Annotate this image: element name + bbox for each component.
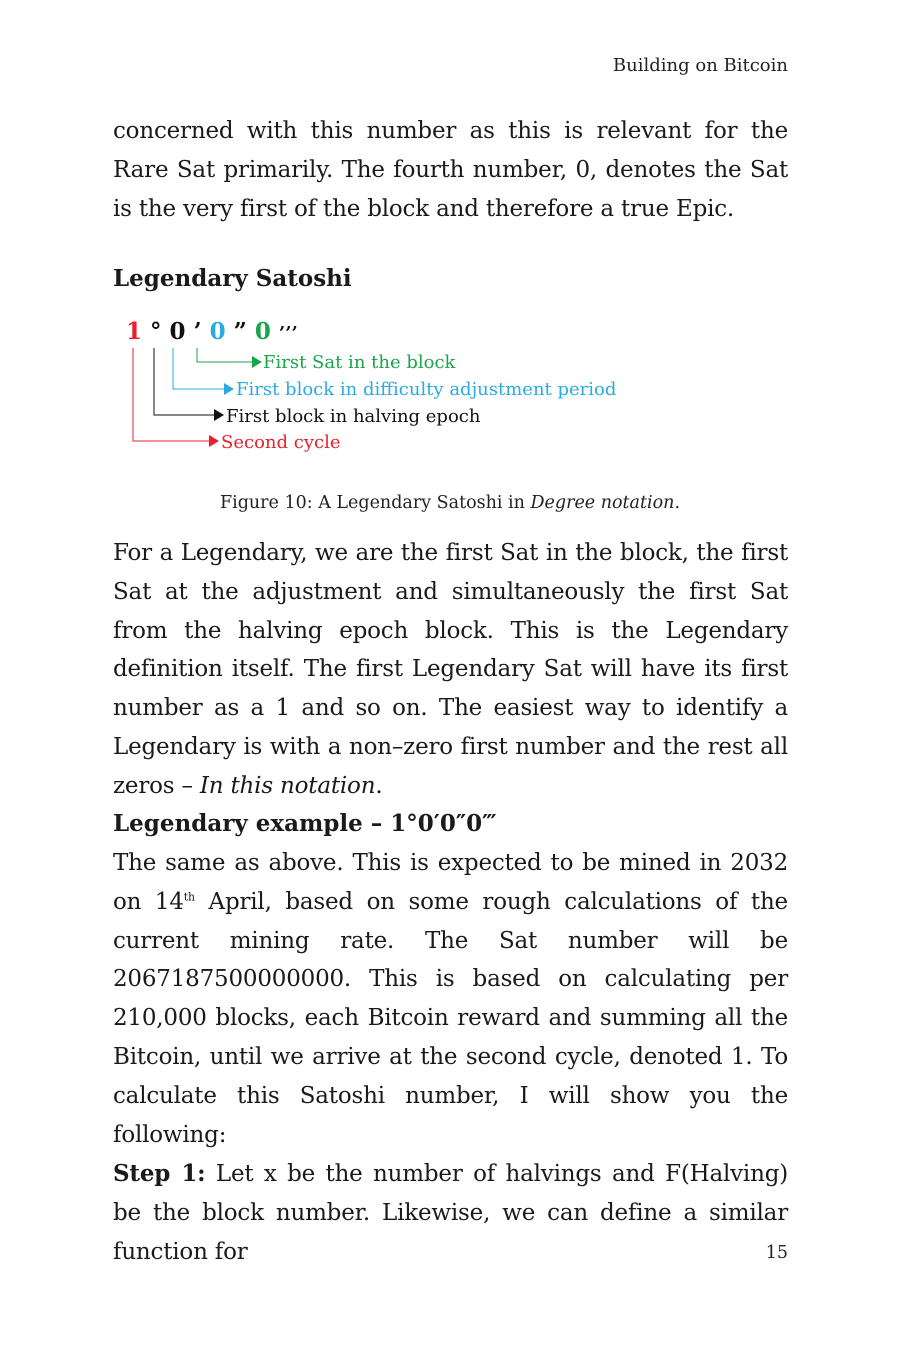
paragraph-4-block <box>113 1155 788 1271</box>
page-number: 15 <box>765 1243 788 1263</box>
notation-sat-digit: 0 <box>254 318 271 345</box>
caption-italic: Degree notation <box>530 493 675 513</box>
notation-cycle-digit: 1 <box>126 318 143 345</box>
connector-sat <box>197 348 262 368</box>
label-first-sat: First Sat in the block <box>263 352 456 373</box>
notation-third-symbol: ’’’ <box>278 323 298 344</box>
label-second-cycle: Second cycle <box>221 432 341 453</box>
notation-degree-symbol: ° <box>150 318 162 345</box>
caption-main: Figure 10: A Legendary Satoshi in <box>219 493 531 513</box>
label-first-block-halving: First block in halving epoch <box>226 406 481 427</box>
paragraph-2-text: For a Legendary, we are the first Sat in the block, the first Sat at the adjustment and simultaneously the first Sat from the halving epoch block. This is the Legendary definition itself. The first Legendary Sat will have its first number as a 1 and so on. The easiest way to identify a Legendary is with a non–zero first number and the rest all zeros – <box>113 540 788 799</box>
notation-adjustment-digit: 0 <box>209 318 226 345</box>
heading-legendary-example-block <box>113 805 788 843</box>
caption-end: . <box>674 493 681 513</box>
connector-cycle <box>133 348 219 447</box>
heading-legendary-example: Legendary example – 1°0′0″0‴ <box>113 810 497 837</box>
paragraph-3 <box>113 844 788 1154</box>
notation-minute-symbol: ’ <box>193 318 202 345</box>
paragraph-3-superscript: th <box>183 890 195 904</box>
legendary-notation-figure <box>0 0 900 470</box>
paragraph-4 <box>113 1155 788 1271</box>
degree-notation <box>126 318 298 345</box>
paragraph-3-text-b: April, based on some rough calculations of the current mining rate. The Sat number will be 2067187500000000. This is based on calculating per 210,000 blocks, each Bitcoin reward and summing all the Bitcoin, until we arrive at the second cycle, denoted 1. To calculate this Satoshi number, I will show you the following: <box>113 888 788 1148</box>
notation-second-symbol: ” <box>233 318 247 345</box>
paragraph-4-text: Let x be the number of halvings and F(Halving) be the block number. Likewise, we can define a similar function for <box>113 1161 788 1265</box>
figure-caption <box>0 493 900 513</box>
heading-legendary-satoshi: Legendary Satoshi <box>113 265 352 292</box>
paragraph-1: concerned with this number as this is relevant for the Rare Sat primarily. The fourth number, 0, denotes the Sat is the very first of the block and therefore a true Epic. <box>113 118 788 222</box>
paragraph-2-italic: In this notation <box>199 772 376 799</box>
paragraph-2-block <box>113 534 788 806</box>
connector-adjustment <box>173 348 234 395</box>
paragraph-3-text-a: The same as above. This is expected to be mined in 2032 on 14 <box>113 850 788 915</box>
label-first-block-adjustment: First block in difficulty adjustment period <box>236 379 617 400</box>
paragraph-2 <box>113 534 788 806</box>
connector-halving <box>154 348 224 421</box>
running-head: Building on Bitcoin <box>612 55 788 76</box>
notation-halving-digit: 0 <box>169 318 186 345</box>
step-1-label: Step 1: <box>113 1160 206 1187</box>
paragraph-3-block <box>113 844 788 1154</box>
paragraph-2-end: . <box>375 772 383 799</box>
